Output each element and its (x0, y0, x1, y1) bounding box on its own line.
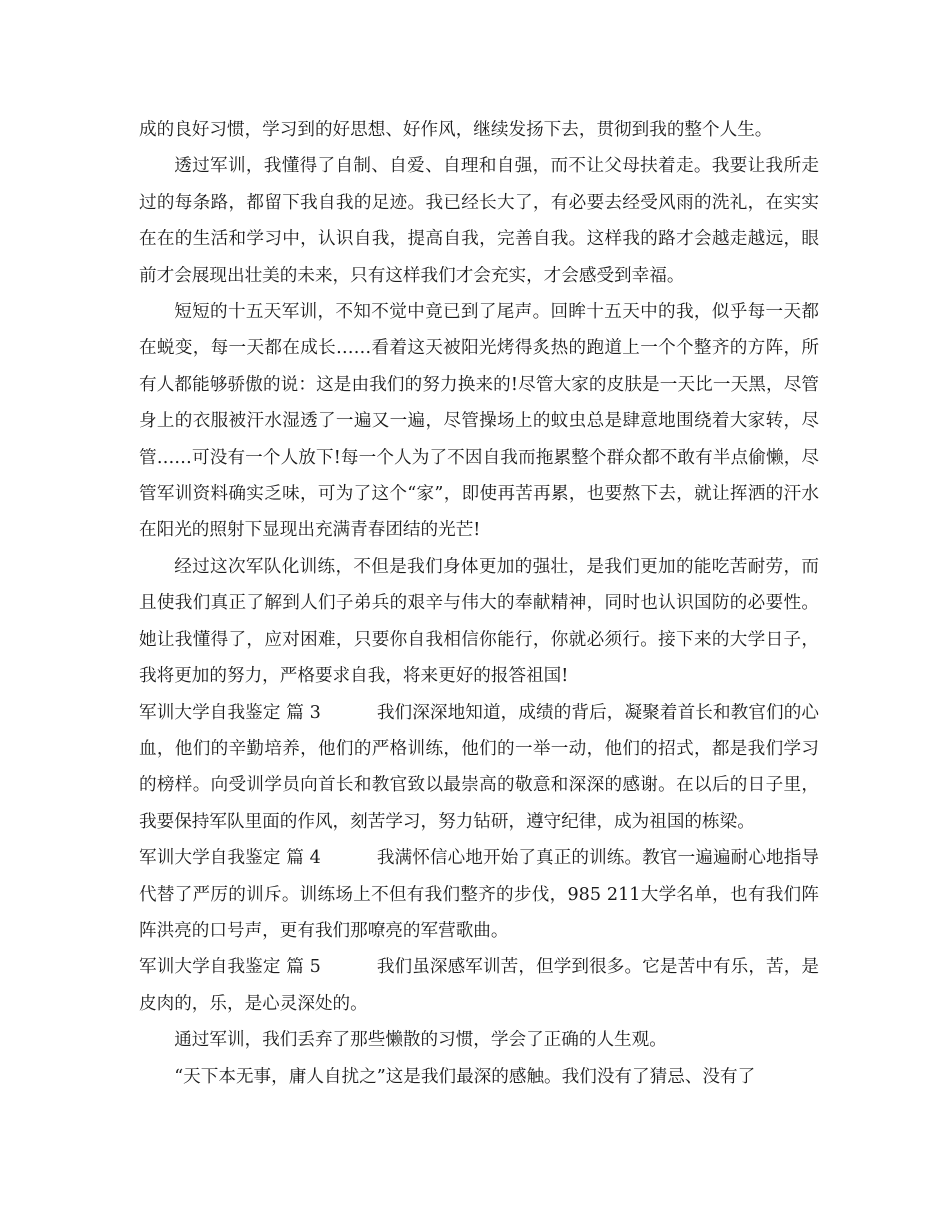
section-4-text: 我满怀信心地开始了真正的训练。教官一遍遍耐心地指导代替了严厉的训斥。训练场上不但有我们整齐的步伐，985 211大学名单，也有我们阵阵洪亮的口号声，更有我们那嘹亮的军营歌曲。 (139, 848, 819, 941)
section-5 (139, 949, 819, 1022)
section-5-text: 我们虽深感军训苦，但学到很多。它是苦中有乐，苦，是皮肉的，乐，是心灵深处的。 (139, 957, 819, 1014)
section-5-heading: 军训大学自我鉴定 篇 5 (139, 957, 321, 978)
paragraph-1: 成的良好习惯，学习到的好思想、好作风，继续发扬下去，贯彻到我的整个人生。 (139, 120, 773, 140)
section-4 (139, 840, 819, 949)
paragraph-2: 透过军训，我懂得了自制、自爱、自理和自强，而不让父母扶着走。我要让我所走过的每条路，都留下我自我的足迹。我已经长大了，有必要去经受风雨的洗礼，在实实在在的生活和学习中，认识自我，提高自我，完善自我。这样我的路才会越走越远，眼前才会展现出壮美的未来，只有这样我们才会充实，才会感受到幸福。 (139, 156, 819, 286)
paragraph-4: 经过这次军队化训练，不但是我们身体更加的强壮，是我们更加的能吃苦耐劳，而且使我们真正了解到人们子弟兵的艰辛与伟大的奉献精神，同时也认识国防的必要性。她让我懂得了，应对困难，只要你自我相信你能行，你就必须行。接下来的大学日子，我将更加的努力，严格要求自我，将来更好的报答祖国! (139, 556, 819, 687)
section-3-heading: 军训大学自我鉴定 篇 3 (139, 702, 321, 723)
document-body (139, 112, 819, 1095)
paragraph-3: 短短的十五天军训，不知不觉中竟已到了尾声。回眸十五天中的我，似乎每一天都在蜕变，每一天都在成长……看着这天被阳光烤得炙热的跑道上一个个整齐的方阵，所有人都能够骄傲的说：这是由我们的努力换来的!尽管大家的皮肤是一天比一天黑，尽管身上的衣服被汗水湿透了一遍又一遍，尽管操场上的蚊虫总是肆意地围绕着大家转，尽管……可没有一个人放下!每一个人为了不因自我而拖累整个群众都不敢有半点偷懒，尽管军训资料确实乏味，可为了这个“家”，即使再苦再累，也要熬下去，就让挥洒的汗水在阳光的照射下显现出充满青春团结的光芒! (139, 302, 819, 541)
section-5-paragraph-1: 通过军训，我们丢弃了那些懒散的习惯，学会了正确的人生观。 (174, 1030, 667, 1051)
section-3-text: 我们深深地知道，成绩的背后，凝聚着首长和教官们的心血，他们的辛勤培养，他们的严格训练，他们的一举一动，他们的招式，都是我们学习的榜样。向受训学员向首长和教官致以最崇高的敬意和深深的感谢。在以后的日子里，我要保持军队里面的作风，刻苦学习，努力钻研，遵守纪律，成为祖国的栋梁。 (139, 702, 819, 832)
section-3 (139, 695, 819, 841)
section-5-paragraph-2: “天下本无事，庸人自扰之”这是我们最深的感触。我们没有了猜忌、没有了 (174, 1066, 756, 1087)
section-4-heading: 军训大学自我鉴定 篇 4 (139, 848, 321, 869)
